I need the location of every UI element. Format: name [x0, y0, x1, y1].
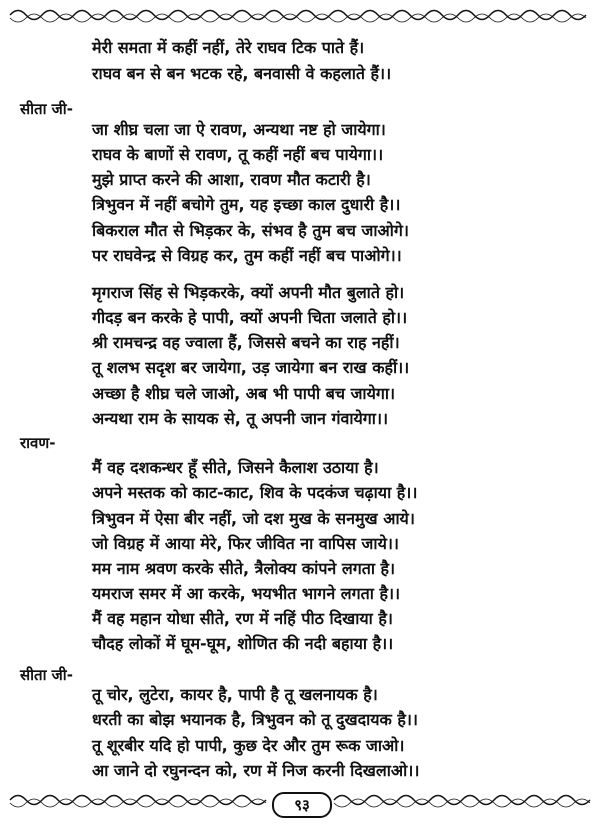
verse-line: तू शूरबीर यदि हो पापी, कुछ देर और तुम रूक जाओ।	[92, 736, 405, 755]
verse-line: पर राघवेन्द्र से विग्रह कर, तुम कहीं नहीं बच पाओगे।।	[92, 246, 402, 265]
verse-line: मैं वह दशकन्धर हूँ सीते, जिसने कैलाश उठाया है।	[92, 458, 379, 477]
verse-line: मम नाम श्रवण करके सीते, त्रैलोक्य कांपने लगता है।	[92, 559, 396, 578]
verse-line: राघव के बाणों से रावण, तू कहीं नहीं बच पायेगा।।	[92, 145, 384, 164]
verse-line: अपने मस्तक को काट-काट, शिव के पदकंज चढ़ाया है।।	[92, 483, 418, 502]
speaker-label: सीता जी-	[20, 666, 73, 684]
verse-line: जा शीघ्र चला जा ऐ रावण, अन्यथा नष्ट हो जायेगा।	[92, 120, 386, 139]
verse-line: आ जाने दो रघुनन्दन को, रण में निज करनी दिखलाओ।।	[92, 761, 420, 780]
verse-line: अन्यथा राम के सायक से, तू अपनी जान गंवायेगा।।	[92, 409, 389, 428]
verse-line: श्री रामचन्द्र वह ज्वाला हैं, जिससे बचने का राह नहीं।	[92, 333, 400, 352]
verse-line: मृगराज सिंह से भिड़करके, क्यों अपनी मौत बुलाते हो।	[92, 283, 405, 302]
verse-line: चौदह लोकों में घूम-घूम, शोणित की नदी बहाया है।।	[92, 634, 394, 653]
verse-line: त्रिभुवन में ऐसा बीर नहीं, जो दश मुख के सनमुख आये।	[92, 509, 415, 528]
verse-line: बिकराल मौत से भिड़कर के, संभव है तुम बच जाओगे।	[92, 221, 409, 240]
page-number: ९३	[272, 792, 332, 818]
speaker-label: रावण-	[20, 434, 56, 452]
verse-line: त्रिभुवन में नहीं बचोगे तुम, यह इच्छा काल दुधारी है।।	[92, 195, 401, 214]
verse-line: तू शलभ सदृश बर जायेगा, उड़ जायेगा बन राख कहीं।।	[92, 358, 410, 377]
verse-line: मेरी समता में कहीं नहीं, तेरे राघव टिक पाते हैं।	[92, 38, 365, 57]
verse-line: राघव बन से बन भटक रहे, बनवासी वे कहलाते हैं।।	[92, 64, 392, 83]
verse-line: अच्छा है शीघ्र चले जाओ, अब भी पापी बच जायेगा।	[92, 384, 396, 403]
verse-line: गीदड़ बन करके हे पापी, क्यों अपनी चिता जलाते हो।।	[92, 308, 408, 327]
verse-line: धरती का बोझ भयानक है, त्रिभुवन को तू दुखदायक है।।	[92, 710, 418, 729]
verse-line: तू चोर, लुटेरा, कायर है, पापी है तू खलनायक है।	[92, 685, 378, 704]
verse-line: यमराज समर में आ करके, भयभीत भागने लगता है।।	[92, 584, 401, 603]
speaker-label: सीता जी-	[20, 100, 73, 118]
top-ornamental-border	[8, 4, 592, 26]
verse-line: जो विग्रह में आया मेरे, फिर जीवित ना वापिस जाये।।	[92, 534, 399, 553]
verse-line: मैं वह महान योधा सीते, रण में नहिं पीठ दिखाया है।	[92, 609, 393, 628]
verse-line: मुझे प्राप्त करने की आशा, रावण मौत कटारी है।	[92, 170, 371, 189]
